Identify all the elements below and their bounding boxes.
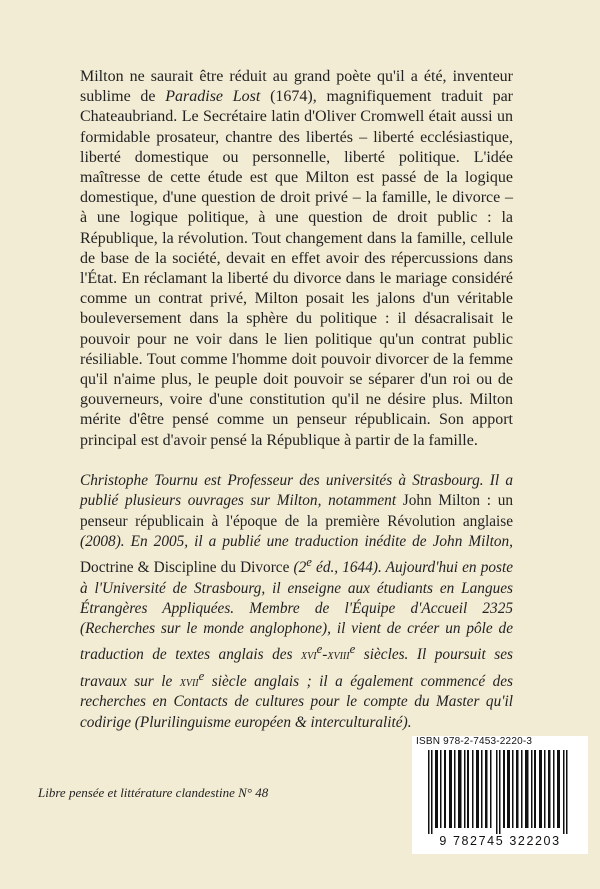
bio-text-4: éd., 1644). Aujourd'hui en poste à l'Université de Strasbourg, il enseigne aux étudiants en Langues Étrangères Appliquées. Membre de l'Équipe d'Accueil 2325 (Recherches sur le monde anglophone), il vient de créer un pôle de traduction de textes anglais des bbox=[80, 559, 513, 664]
isbn-label: ISBN 978-2-7453-2220-3 bbox=[416, 736, 533, 747]
bio-book-title-2: Doctrine & Discipline du Divorce bbox=[80, 559, 290, 577]
bio-text-6: siècles. Il poursuit ses travaux sur le bbox=[80, 646, 513, 690]
barcode-icon bbox=[422, 750, 578, 834]
bio-century-3: xvii bbox=[179, 673, 199, 690]
bio-sup-3: e bbox=[349, 642, 356, 657]
summary-paragraph bbox=[80, 67, 513, 451]
bio-sup-2: e bbox=[316, 642, 323, 657]
summary-text-1: Milton ne saurait être réduit au grand poète qu'il a été, inventeur sublime de bbox=[80, 68, 513, 106]
summary-text-2: (1674), magnifiquement traduit par Chateaubriand. Le Secrétaire latin d'Oliver Cromwell était aussi un formidable prosateur, chantre des libertés – liberté ecclésiastique, liberté domestique ou personnelle, liberté politique. L'idée maîtresse de cette étude est que Milton est passé de la logique domestique, d'une question de droit privé – la famille, le divorce – à une logique politique, à une question de droit public : la République, la révolution. Tout changement dans la famille, cellule de base de la société, devait en effet avoir des répercussions dans l'État. En réclamant la liberté du divorce dans le mariage considéré comme un contrat privé, Milton posait les jalons d'un véritable bouleversement dans la sphère du politique : il désacralisait le pouvoir pour ne voir dans le lien politique qu'un contrat public résiliable. Tout comme l'homme doit pouvoir divorcer de la femme qu'il n'aime plus, le peuple doit pouvoir se séparer d'un roi ou de gouverneurs, voire d'une constitution qu'il ne désire plus. Milton mérite d'être pensé comme un penseur républicain. Son apport principal est d'avoir pensé la République à partir de la famille. bbox=[80, 88, 514, 449]
bio-text-2: (2008). En 2005, il a publié une traduction inédite de John Milton, bbox=[80, 532, 513, 550]
bio-century-1: xvi bbox=[301, 647, 317, 664]
summary-book-title: Paradise Lost bbox=[165, 88, 261, 106]
barcode-digits: 9 782745 322203 bbox=[439, 834, 561, 848]
bio-sup-1: e bbox=[306, 555, 312, 570]
bio-text-7: siècle anglais ; il a également commencé des recherches en Contacts de cultures pour le compte du Master qu'il codirige (Plurilinguisme européen & interculturalité). bbox=[80, 672, 513, 731]
bio-sup-4: e bbox=[198, 668, 205, 683]
bio-book-title-1: John Milton : un penseur républicain à l'époque de la première Révolution anglaise bbox=[80, 492, 513, 530]
bio-text-1: Christophe Tournu est Professeur des universités à Strasbourg. Il a publié plusieurs ouvrages sur Milton, notamment bbox=[80, 472, 513, 510]
isbn-barcode bbox=[412, 736, 588, 854]
bio-text-3: (2 bbox=[289, 559, 307, 577]
bio-text-5: - bbox=[322, 646, 328, 664]
author-bio bbox=[80, 471, 513, 733]
series-label: Libre pensée et littérature clandestine N° 48 bbox=[38, 785, 269, 800]
bio-century-2: xviii bbox=[327, 647, 350, 664]
